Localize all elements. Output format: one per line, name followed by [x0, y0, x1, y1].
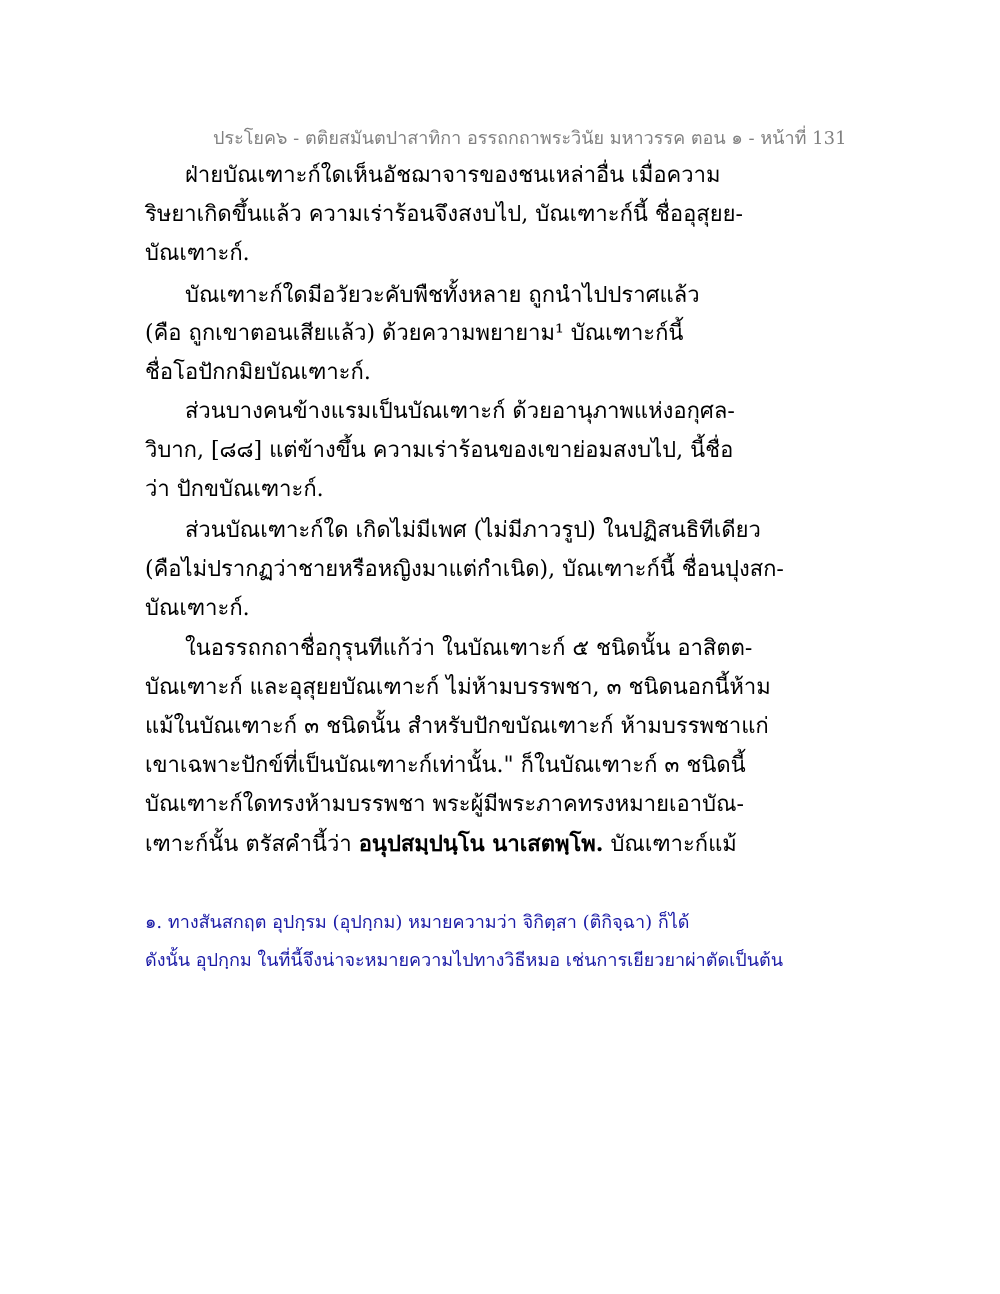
body-line: ส่วนบัณเฑาะก์ใด เกิดไม่มีเพศ (ไม่มีภาวรูป) ในปฏิสนธิทีเดียว — [185, 518, 761, 543]
page-header: ประโยค๖ - ตติยสมันตปาสาทิกา อรรถกถาพระวินัย มหาวรรค ตอน ๑ - หน้าที่ 131 — [213, 128, 847, 149]
body-line: ริษยาเกิดขึ้นแล้ว ความเร่าร้อนจึงสงบไป, บัณเฑาะก์นี้ ชื่ออุสุยย- — [145, 202, 743, 227]
body-line: บัณเฑาะก์. — [145, 241, 250, 266]
body-line: บัณเฑาะก์ และอุสุยยบัณเฑาะก์ ไม่ห้ามบรรพชา, ๓ ชนิดนอกนี้ห้าม — [145, 675, 771, 700]
body-line: บัณเฑาะก์ใดทรงห้ามบรรพชา พระผู้มีพระภาคทรงหมายเอาบัณ- — [145, 792, 744, 817]
body-line: วิบาก, [๘๘] แต่ข้างขึ้น ความเร่าร้อนของเขาย่อมสงบไป, นี้ชื่อ — [145, 438, 734, 463]
body-line: เขาเฉพาะปักข์ที่เป็นบัณเฑาะก์เท่านั้น." ก็ในบัณเฑาะก์ ๓ ชนิดนี้ — [145, 753, 746, 778]
body-line: ส่วนบางคนข้างแรมเป็นบัณเฑาะก์ ด้วยอานุภาพแห่งอกุศล- — [185, 399, 735, 424]
footnote-line: ๑. ทางสันสกฤต อุปกฺรม (อุปกฺกม) หมายความว่า จิกิตฺสา (ติกิจฺฉา) ก็ได้ — [145, 912, 690, 933]
body-line: บัณเฑาะก์ใดมีอวัยวะคับพืชทั้งหลาย ถูกนำไปปราศแล้ว — [185, 283, 700, 308]
pali-quote: อนุปสมฺปนฺโน นาเสตพฺโพ. — [358, 831, 604, 857]
body-line: ว่า ปักขบัณเฑาะก์. — [145, 477, 324, 502]
body-line-last — [145, 833, 737, 856]
body-line: (คือ ถูกเขาตอนเสียแล้ว) ด้วยความพยายาม¹ บัณเฑาะก์นี้ — [145, 321, 684, 346]
footnote-line: ดังนั้น อุปกฺกม ในที่นี้จึงน่าจะหมายความไปทางวิธีหมอ เช่นการเยียวยาผ่าตัดเป็นต้น — [145, 950, 784, 971]
body-line: แม้ในบัณเฑาะก์ ๓ ชนิดนั้น สำหรับปักขบัณเฑาะก์ ห้ามบรรพชาแก่ — [145, 714, 769, 739]
body-line: บัณเฑาะก์. — [145, 596, 250, 621]
body-text: เฑาะก์นั้น ตรัสคำนี้ว่า — [145, 832, 359, 857]
body-line: ฝ่ายบัณเฑาะก์ใดเห็นอัชฌาจารของชนเหล่าอื่น เมื่อความ — [185, 163, 721, 188]
body-line: ชื่อโอปักกมิยบัณเฑาะก์. — [145, 360, 371, 385]
body-line: ในอรรถกถาชื่อกุรุนทีแก้ว่า ในบัณเฑาะก์ ๕ ชนิดนั้น อาสิตต- — [185, 636, 753, 661]
body-line: (คือไม่ปรากฏว่าชายหรือหญิงมาแต่กำเนิด), บัณเฑาะก์นี้ ชื่อนปุงสก- — [145, 557, 784, 582]
body-text: บัณเฑาะก์แม้ — [603, 832, 737, 857]
